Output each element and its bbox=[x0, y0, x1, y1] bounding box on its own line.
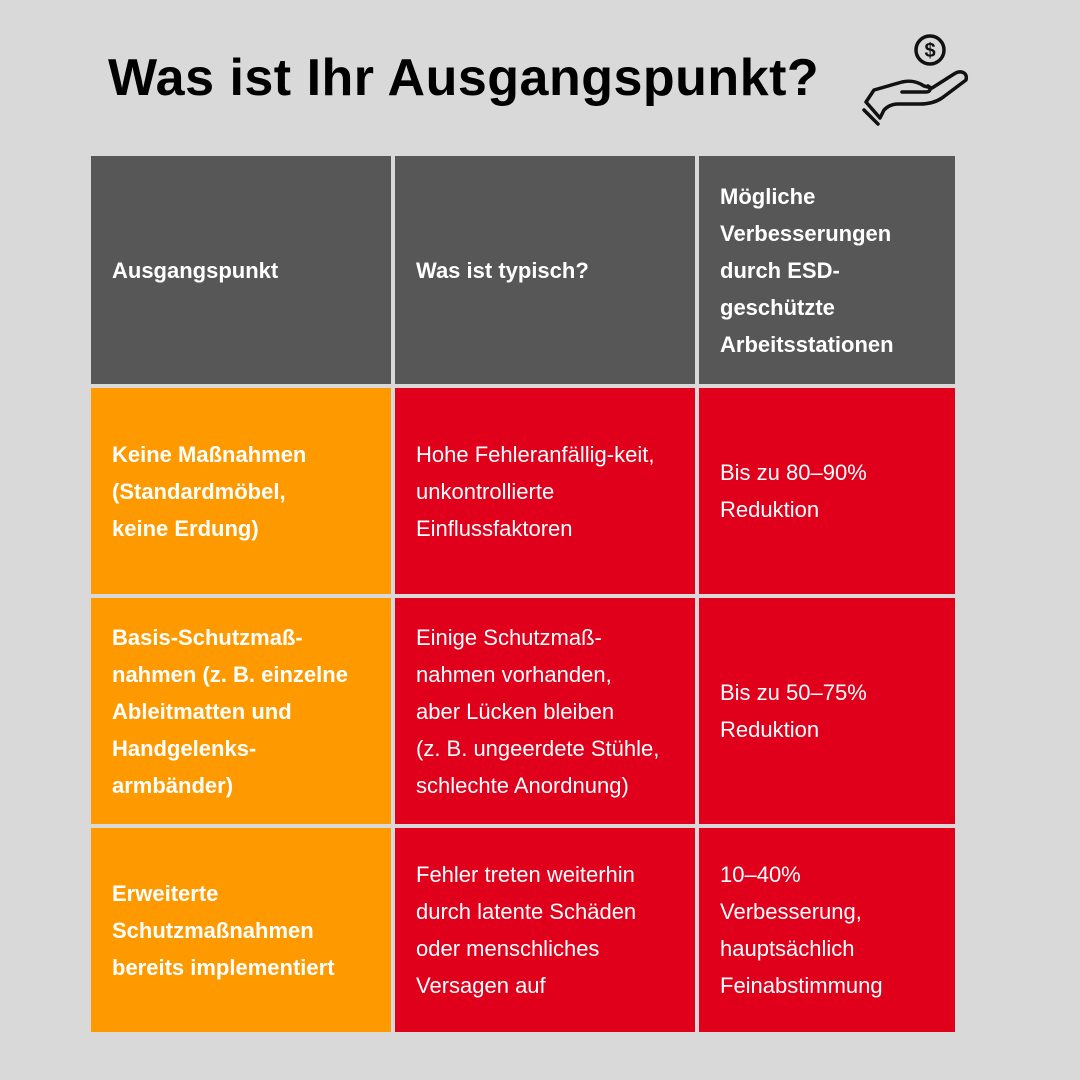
svg-text:$: $ bbox=[924, 40, 936, 62]
row2-ausgangspunkt: Basis-Schutzmaß- nahmen (z. B. einzelne Ableitmatten und Handgelenks- armbänder) bbox=[91, 598, 391, 824]
row3-ausgangspunkt: Erweiterte Schutzmaßnahmen bereits implementiert bbox=[91, 828, 391, 1032]
page-title: Was ist Ihr Ausgangspunkt? bbox=[108, 49, 820, 107]
row2-verbesserung: Bis zu 50–75% Reduktion bbox=[699, 598, 955, 824]
comparison-table bbox=[91, 156, 955, 1036]
row3-verbesserung: 10–40% Verbesserung, hauptsächlich Feinabstimmung bbox=[699, 828, 955, 1032]
header-verbesserungen: Mögliche Verbesserungen durch ESD- geschützte Arbeitsstationen bbox=[699, 156, 955, 384]
row1-verbesserung: Bis zu 80–90% Reduktion bbox=[699, 388, 955, 594]
header-ausgangspunkt: Ausgangspunkt bbox=[91, 156, 391, 384]
hand-holding-dollar-icon bbox=[862, 32, 972, 127]
row2-typisch: Einige Schutzmaß- nahmen vorhanden, aber Lücken bleiben (z. B. ungeerdete Stühle, schlechte Anordnung) bbox=[395, 598, 695, 824]
row1-ausgangspunkt: Keine Maßnahmen (Standardmöbel, keine Erdung) bbox=[91, 388, 391, 594]
row1-typisch: Hohe Fehleranfällig-keit, unkontrollierte Einflussfaktoren bbox=[395, 388, 695, 594]
row3-typisch: Fehler treten weiterhin durch latente Schäden oder menschliches Versagen auf bbox=[395, 828, 695, 1032]
header-typisch: Was ist typisch? bbox=[395, 156, 695, 384]
